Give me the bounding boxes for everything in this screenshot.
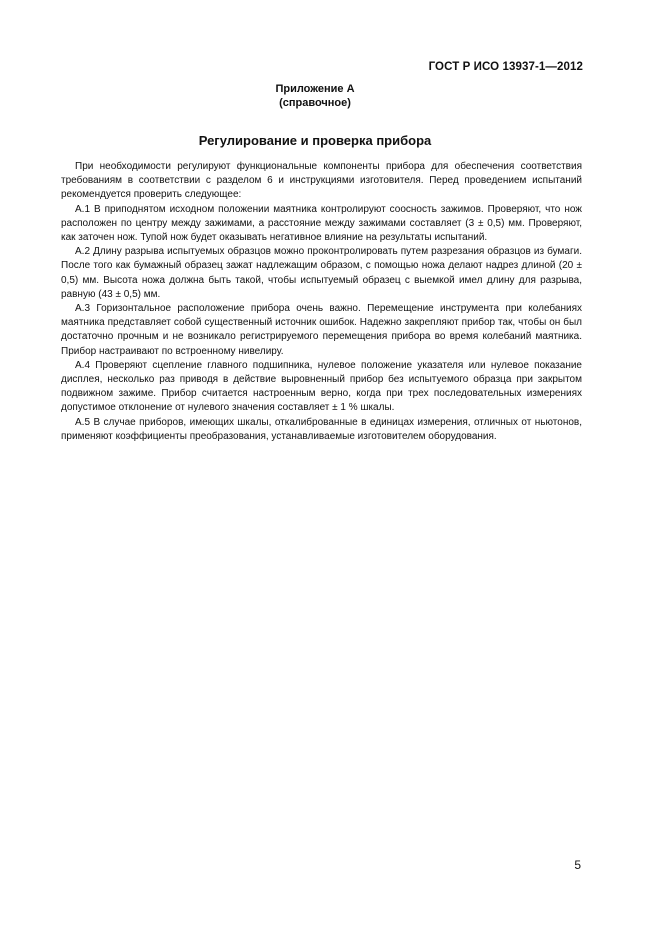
annex-type: (справочное) [279,97,351,109]
paragraph-a3: А.3 Горизонтальное расположение прибора очень важно. Перемещение инструмента при колебаниях маятника представляет собой существенный источник ошибок. Надежно закрепляют прибор так, чтобы он был достаточно прочным и не возникало регистрируемого перемещения прибора во время колебаний маятника. Прибор настраивают по встроенному нивелиру. [61,303,582,357]
document-code: ГОСТ Р ИСО 13937-1—2012 [428,61,583,73]
paragraph-a5: А.5 В случае приборов, имеющих шкалы, откалиброванные в единицах измерения, отличных от ньютонов, применяют коэффициенты преобразования, устанавливаемые изготовителем оборудования. [61,416,582,442]
paragraph-a1: А.1 В приподнятом исходном положении маятника контролируют соосность зажимов. Проверяют, что нож расположен по центру между зажимами, а расстояние между зажимами составляет (3 ± 0,5) мм. Проверяют, как заточен нож. Тупой нож будет оказывать негативное влияние на результаты испытаний. [61,203,582,244]
paragraph-a2: А.2 Длину разрыва испытуемых образцов можно проконтролировать путем разрезания образцов из бумаги. После того как бумажный образец зажат надлежащим образом, с помощью ножа делают надрез длиной (20 ± 0,5) мм. Высота ножа должна быть такой, чтобы испытуемый образец с выемкой имел длину для разрыва, равную (43 ± 0,5) мм. [61,246,582,300]
intro-paragraph: При необходимости регулируют функциональные компоненты прибора для обеспечения соответствия требованиям в соответствии с разделом 6 и инструкциями изготовителя. Перед проведением испытаний рекомендуется проверить следующее: [61,161,582,201]
body-text [61,160,582,444]
paragraph-a4: А.4 Проверяют сцепление главного подшипника, нулевое положение указателя или нулевое показание дисплея, несколько раз приводя в действие выровненный прибор без испытуемого образца при закрытом подвижном зажиме. Прибор считается настроенным верно, когда при трех последовательных измерениях допустимое отклонение от нулевого значения составляет ± 1 % шкалы. [61,359,582,414]
page-number: 5 [574,858,581,872]
annex-label: Приложение А [275,83,355,95]
annex-heading [0,82,630,110]
section-title: Регулирование и проверка прибора [198,133,432,148]
